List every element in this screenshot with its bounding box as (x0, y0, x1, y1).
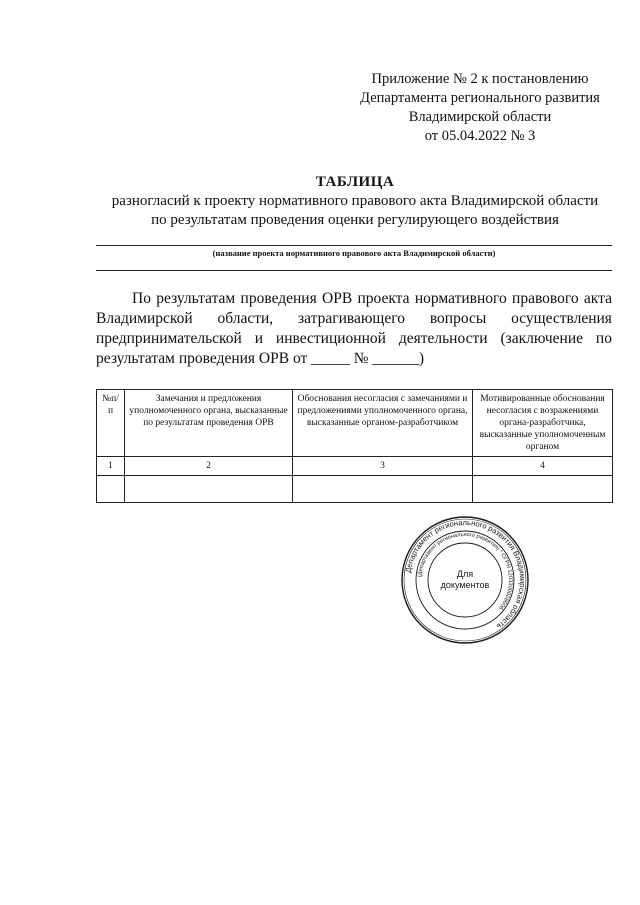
stamp-center-line-1: Для (456, 569, 474, 579)
paragraph-word: затрагивающего (298, 310, 405, 327)
header-number: №п/п (97, 390, 125, 457)
appendix-line-2: Департамента регионального развития (360, 90, 600, 106)
column-number-1: 1 (97, 457, 125, 476)
table-cell (125, 476, 293, 503)
body-paragraph (96, 289, 612, 369)
paragraph-word: проекта (357, 290, 410, 307)
paragraph-word: деятельности (398, 330, 488, 347)
official-stamp (400, 515, 530, 645)
table-cell (473, 476, 613, 503)
paragraph-word: правового (512, 290, 579, 307)
paragraph-word: ОРВ (322, 290, 353, 307)
paragraph-word: предпринимательской (96, 330, 242, 347)
paragraph-word: инвестиционной (275, 330, 386, 347)
paragraph-word: результатам (156, 290, 236, 307)
paragraph-word: вопросы (429, 310, 487, 327)
paragraph-row-2 (96, 309, 612, 329)
title-line-3: по результатам проведения оценки регулирующего воздействия (151, 212, 559, 228)
act-name-line (96, 245, 612, 246)
act-name-caption: (название проекта нормативного правового акта Владимирской области) (212, 248, 496, 258)
appendix-line-4: от 05.04.2022 № 3 (424, 128, 536, 144)
disagreements-table (96, 389, 613, 503)
appendix-line-3: Владимирской области (408, 109, 552, 125)
act-name-line-2 (96, 270, 612, 271)
paragraph-word: проведения (240, 290, 317, 307)
paragraph-word: по (595, 330, 612, 347)
appendix-line-1: Приложение № 2 к постановлению (371, 71, 589, 87)
paragraph-word: По (132, 290, 151, 307)
title-line-2: разногласий к проекту нормативного правового акта Владимирской области (111, 193, 599, 209)
document-title (80, 173, 630, 230)
table-cell (293, 476, 473, 503)
header-disagreement-justification: Обоснования несогласия с замечаниями и предложениями уполномоченного органа, высказанные органом-разработчиком (293, 390, 473, 457)
paragraph-word: нормативного (414, 290, 507, 307)
appendix-header (340, 70, 620, 146)
column-number-2: 2 (125, 457, 293, 476)
paragraph-word: и (254, 330, 264, 347)
stamp-inner-text: (Департамент регионального развития) * ОГРН 1203300008606 (417, 531, 514, 611)
stamp-outer-text: Департамент регионального развития Владимирская область (403, 517, 528, 632)
title-heading: ТАБЛИЦА (315, 174, 395, 190)
table-cell (97, 476, 125, 503)
stamp-center-line-2: документов (440, 580, 490, 590)
paragraph-word: осуществления (511, 310, 612, 327)
column-number-3: 3 (293, 457, 473, 476)
column-number-4: 4 (473, 457, 613, 476)
paragraph-word: Владимирской (96, 310, 193, 327)
table-row (97, 476, 613, 503)
paragraph-row-3 (96, 329, 612, 349)
table-header-row (97, 390, 613, 457)
paragraph-row-4: результатам проведения ОРВ от _____ № ______) (96, 350, 425, 367)
paragraph-word: (заключение (500, 330, 584, 347)
table-number-row (97, 457, 613, 476)
paragraph-word: области, (217, 310, 274, 327)
header-motivated-justification: Мотивированные обоснования несогласия с возражениями органа-разработчика, высказанные уполномоченным органом (473, 390, 613, 457)
paragraph-word: акта (583, 290, 612, 307)
header-remarks: Замечания и предложения уполномоченного органа, высказанные по результатам проведения ОРВ (125, 390, 293, 457)
paragraph-row-1 (96, 289, 612, 309)
